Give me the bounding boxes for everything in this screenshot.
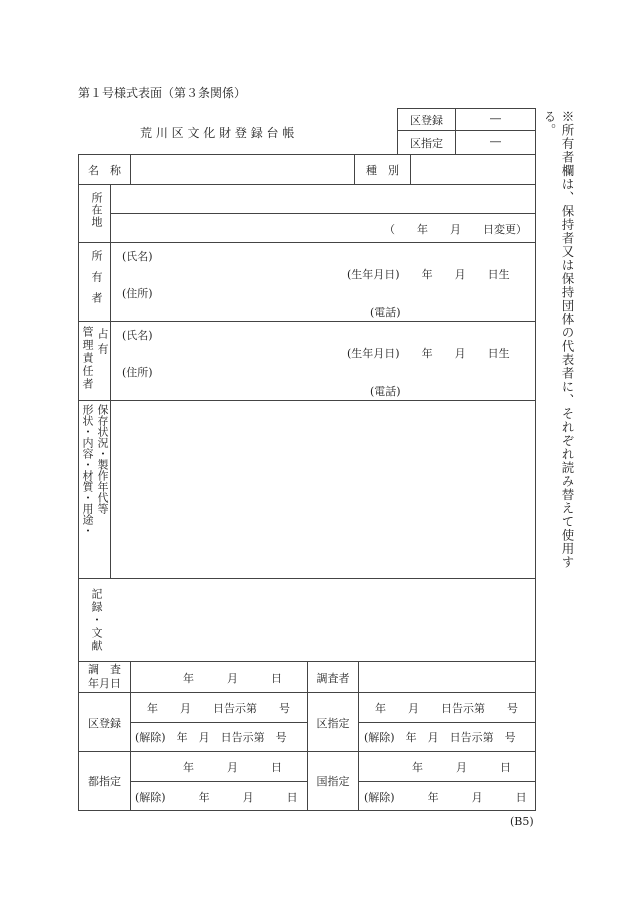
survey-label xyxy=(79,663,130,691)
ward-reg-notice: 年 月 日告示第 号 xyxy=(147,702,290,715)
form-label: 第１号様式表面（第３条関係） xyxy=(78,86,247,100)
national-cancel: (解除) 年 月 日 xyxy=(364,791,527,804)
records-label: 記録・文献 xyxy=(90,588,103,653)
status-label-col1: 保存状況・製作年代等 xyxy=(96,404,109,514)
ward-des-notice: 年 月 日告示第 号 xyxy=(375,702,518,715)
owner-address-field: (住所) xyxy=(122,287,153,300)
manager-label-col1: 占有 xyxy=(96,328,109,358)
manager-birth-field: (生年月日) 年 月 日生 xyxy=(347,347,510,360)
national-label: 国指定 xyxy=(316,775,350,788)
page-title: 荒 川 区 文 化 財 登 録 台 帳 xyxy=(140,126,295,140)
ward-reg-cancel: (解除) 年 月 日告示第 号 xyxy=(135,731,287,744)
national-date: 年 月 日 xyxy=(412,761,511,774)
manager-phone-field: (電話) xyxy=(370,385,401,398)
type-label: 種 別 xyxy=(366,164,399,177)
name-label: 名 称 xyxy=(88,164,121,177)
ward-des-cancel: (解除) 年 月 日告示第 号 xyxy=(364,731,516,744)
metro-date: 年 月 日 xyxy=(183,761,282,774)
ward-reg-box-label: 区登録 xyxy=(410,114,443,127)
surveyor-label: 調査者 xyxy=(316,672,350,685)
owner-label: 所有者 xyxy=(90,250,103,313)
survey-label-line1: 調 査 xyxy=(88,663,121,676)
survey-date: 年 月 日 xyxy=(183,672,282,685)
owner-phone-field: (電話) xyxy=(370,306,401,319)
side-note: ※所有者欄は、保持者又は保持団体の代表者に、それぞれ読み替えて使用する。 xyxy=(542,110,575,569)
ward-des-box-label: 区指定 xyxy=(410,137,443,150)
ward-reg-label: 区登録 xyxy=(88,717,121,730)
manager-name-field: (氏名) xyxy=(122,329,153,342)
survey-label-line2: 年月日 xyxy=(88,677,121,690)
manager-address-field: (住所) xyxy=(122,366,153,379)
location-label: 所在地 xyxy=(90,192,103,228)
manager-label-col2: 管理責任者 xyxy=(81,326,94,391)
owner-birth-field: (生年月日) 年 月 日生 xyxy=(347,268,510,281)
ward-reg-box-value: ― xyxy=(490,112,501,125)
location-changed: （ 年 月 日変更） xyxy=(384,223,527,236)
metro-cancel: (解除) 年 月 日 xyxy=(135,791,298,804)
status-label-col2: 形状・内容・材質・用途・ xyxy=(81,404,94,536)
metro-label: 都指定 xyxy=(88,775,121,788)
ward-des-box-value: ― xyxy=(490,135,501,148)
ward-des-label: 区指定 xyxy=(316,717,350,730)
paper-size: (B5) xyxy=(510,815,534,828)
owner-name-field: (氏名) xyxy=(122,250,153,263)
